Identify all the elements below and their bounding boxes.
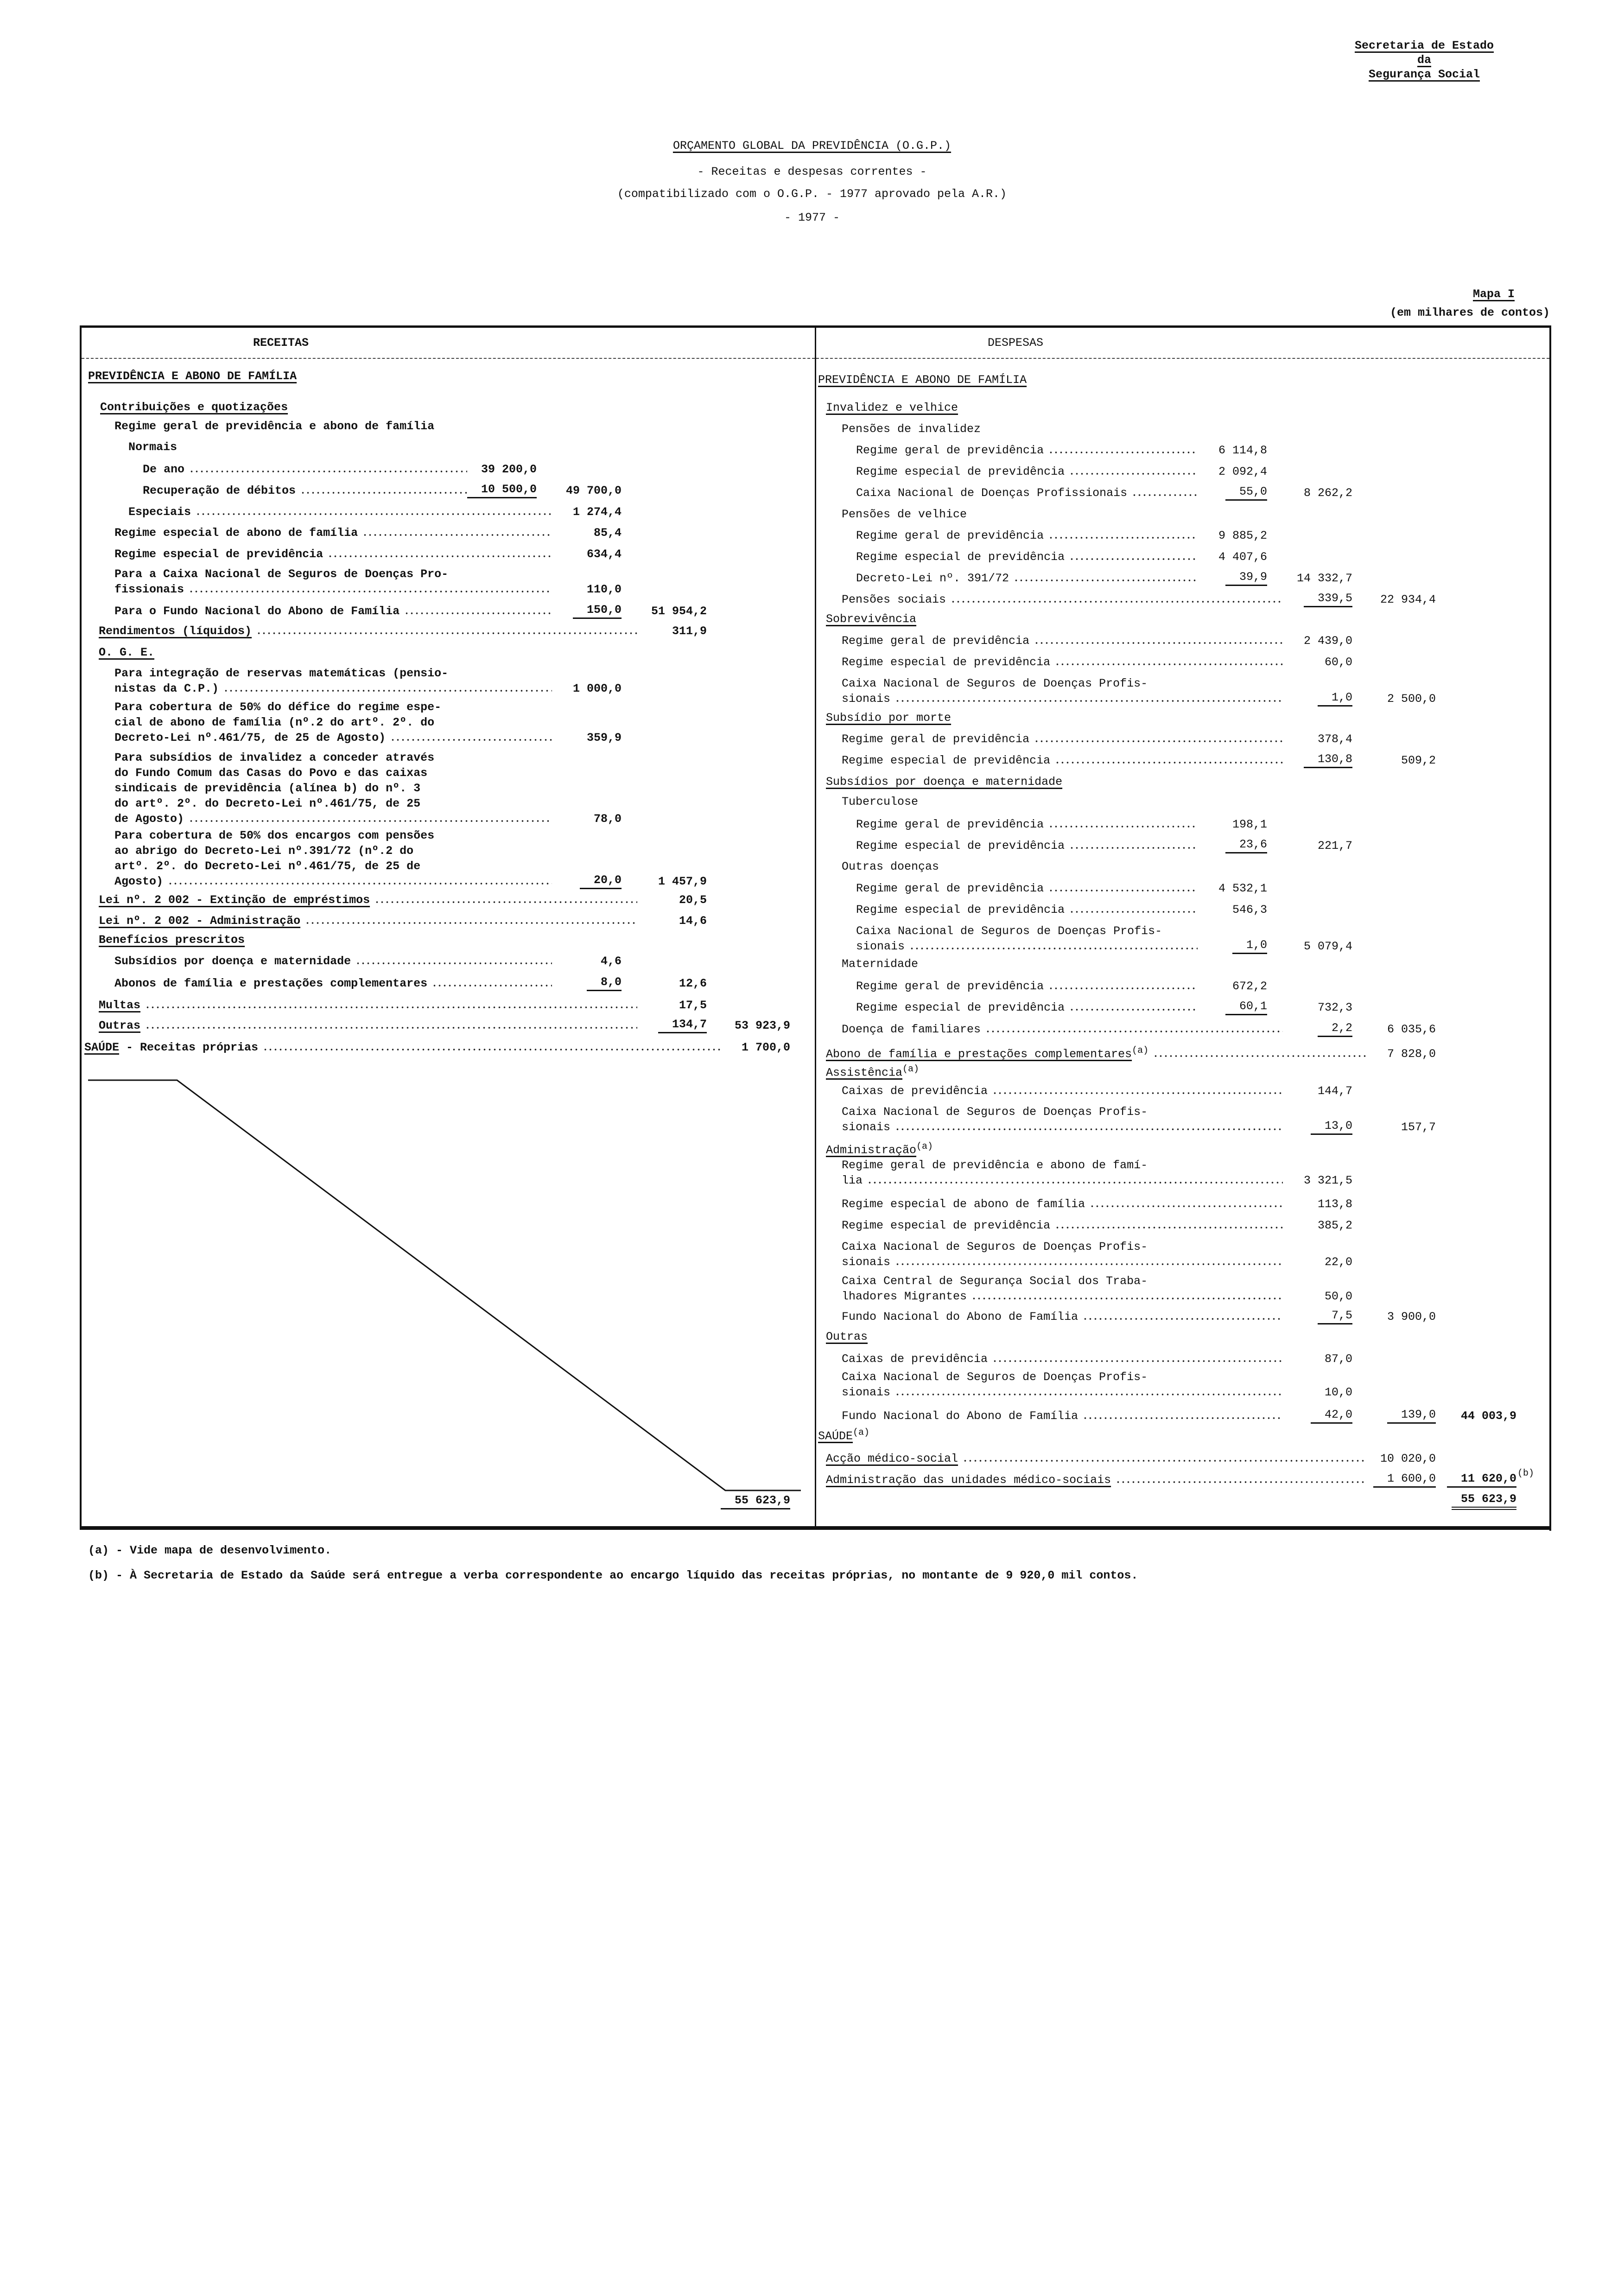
row-label-text: Regime especial de previdência: [856, 903, 1065, 917]
amount-cell: 359,9: [587, 731, 622, 745]
row-label-text: Contribuições e quotizações: [100, 401, 288, 414]
row-label-text: Outras: [99, 1019, 141, 1032]
amount-cell: 20,0: [580, 872, 622, 889]
row-label-text: Fundo Nacional do Abono de Família: [842, 1409, 1078, 1423]
amount-cell: 6 114,8: [1218, 444, 1268, 457]
amount-cell: 130,8: [1304, 751, 1352, 768]
row-label-text: Lei nº. 2 002 - Administração: [99, 914, 301, 928]
row-label-text: Administração das unidades médico-sociais: [826, 1473, 1111, 1487]
row-label-text: Doença de familiares: [842, 1023, 981, 1036]
amount-cell: 85,4: [594, 526, 622, 540]
row-label-text: Regime geral de previdência: [842, 634, 1030, 648]
document-title: ORÇAMENTO GLOBAL DA PREVIDÊNCIA (O.G.P.): [672, 139, 952, 153]
amount-cell: 10 020,0: [1380, 1452, 1436, 1465]
row-label-text: Regime especial de previdência: [856, 465, 1065, 478]
row-label-text: Regime especial de previdência: [856, 550, 1065, 564]
amount-cell: 17,5: [679, 999, 707, 1012]
row-label-text: Regime geral de previdência: [856, 529, 1044, 542]
row-label-text: Abono de família e prestações complementares: [826, 1047, 1132, 1061]
amount-cell: 732,3: [1318, 1001, 1353, 1014]
row-label-text: Assistência: [826, 1066, 903, 1080]
row-label-text: Benefícios prescritos: [99, 933, 245, 947]
units-label: (em milhares de contos): [1389, 306, 1550, 319]
row-label-text: Subsídios por doença e maternidade: [826, 775, 1063, 789]
row-label-text: Especiais: [128, 505, 191, 519]
row-label-text: Rendimentos (líquidos): [99, 624, 252, 638]
row-label-text: Outras doenças: [842, 860, 939, 873]
row-label-text: Pensões sociais: [842, 593, 946, 606]
row-label-text: Lei nº. 2 002 - Extinção de empréstimos: [99, 893, 370, 907]
row-label-text: De ano: [143, 463, 185, 476]
row-label-text: Regime especial de previdência: [856, 1001, 1065, 1014]
row-label-text: SAÚDE: [818, 1429, 853, 1443]
row-label-text: Caixa Nacional de Seguros de Doenças Profis- sionais: [842, 1370, 1148, 1399]
amount-cell: 110,0: [587, 583, 622, 596]
row-label-text: Acção médico-social: [826, 1452, 958, 1465]
row-label-text: Regime geral de previdência: [856, 980, 1044, 993]
amount-cell: 22,0: [1325, 1255, 1353, 1269]
amount-cell: 546,3: [1232, 903, 1268, 917]
row-label-text: Regime geral de previdência e abono de famí- lia: [842, 1159, 1148, 1187]
amount-cell: 60,1: [1225, 999, 1267, 1015]
row-label-text: O. G. E.: [99, 646, 155, 659]
amount-cell: 4 532,1: [1218, 882, 1268, 895]
amount-cell: 14,6: [679, 914, 707, 928]
agency-line-3: Segurança Social: [1368, 68, 1480, 81]
row-label-text: Caixas de previdência: [842, 1084, 988, 1098]
row-label-text: Regime especial de previdência: [842, 754, 1051, 767]
footnote-b: (b) - À Secretaria de Estado da Saúde será entregue a verba correspondente ao encargo líquido das receitas próprias, no montante de 9 920,0 mil contos.: [88, 1569, 1138, 1582]
amount-cell: 1 457,9: [658, 875, 707, 888]
footnote-ref: (a): [916, 1141, 933, 1152]
row-label-text: Subsídio por morte: [826, 711, 952, 725]
amount-cell: 51 954,2: [651, 605, 707, 618]
amount-cell: 113,8: [1318, 1197, 1353, 1211]
amount-cell: 13,0: [1311, 1118, 1352, 1135]
amount-cell: 5 079,4: [1304, 940, 1353, 953]
row-label-text: Regime geral de previdência: [856, 882, 1044, 895]
despesas-header: DESPESAS: [987, 336, 1044, 350]
amount-cell: 53 923,9: [735, 1019, 791, 1032]
row-label-text: Regime geral de previdência: [856, 818, 1044, 831]
amount-cell: 60,0: [1325, 656, 1353, 669]
receitas-header: RECEITAS: [253, 336, 309, 350]
agency-line-1: Secretaria de Estado: [1354, 39, 1494, 52]
row-label-text: Regime geral de previdência: [842, 732, 1030, 746]
row-label-text: Pensões de velhice: [842, 508, 967, 521]
row-label-text: Caixa Nacional de Doenças Profissionais: [856, 486, 1128, 500]
amount-cell: 1,0: [1318, 690, 1352, 707]
amount-cell: 7,5: [1318, 1308, 1352, 1324]
footnote-a: (a) - Vide mapa de desenvolvimento.: [88, 1544, 332, 1557]
amount-cell: 1 700,0: [742, 1041, 791, 1054]
amount-cell: 157,7: [1401, 1121, 1436, 1134]
amount-cell: 39 200,0: [481, 463, 537, 476]
row-label-text: Abonos de família e prestações complementares: [114, 977, 428, 990]
amount-cell: 4 407,6: [1218, 550, 1268, 564]
row-label-text: Para subsídios de invalidez a conceder através do Fundo Comum das Casas do Povo e das caixas sindicais de previdência (alínea b) do nº. 3 do artº. 2º. do Decreto-Lei nº.461/75, de 25 de Agosto): [114, 751, 435, 826]
amount-cell: 4,6: [601, 955, 622, 968]
row-label-text: Administração: [826, 1143, 917, 1157]
amount-cell: 55 623,9: [721, 1493, 790, 1509]
row-label-text: Invalidez e velhice: [826, 401, 958, 414]
row-label-text: PREVIDÊNCIA E ABONO DE FAMÍLIA: [88, 369, 297, 383]
amount-cell: 634,4: [587, 548, 622, 561]
row-label-text: Regime especial de previdência: [856, 839, 1065, 853]
amount-cell: 55,0: [1225, 484, 1267, 501]
row-label-text: Regime geral de previdência: [856, 444, 1044, 457]
amount-cell: 6 035,6: [1387, 1023, 1436, 1036]
row-label-text: Para integração de reservas matemáticas (pensio- nistas da C.P.): [114, 667, 449, 695]
amount-cell: 139,0: [1387, 1407, 1436, 1424]
footnote-ref: (a): [902, 1064, 920, 1075]
amount-cell: 1 600,0: [1373, 1471, 1436, 1488]
footnote-ref: (a): [853, 1427, 870, 1438]
amount-cell: 12,6: [679, 977, 707, 990]
row-label-text: Para cobertura de 50% do défice do regime espe- cial de abono de família (nº.2 do artº. 2º. do Decreto-Lei nº.461/75, de 25 de Agosto): [114, 700, 442, 745]
amount-cell: 42,0: [1311, 1407, 1352, 1424]
row-label-text: Regime geral de previdência e abono de família: [114, 420, 435, 433]
row-label-text: Multas: [99, 999, 141, 1012]
row-label-text: Caixa Nacional de Seguros de Doenças Profis- sionais: [842, 1240, 1148, 1269]
row-label-text: Maternidade: [842, 957, 919, 971]
amount-cell: 23,6: [1225, 837, 1267, 853]
row-label-text: Fundo Nacional do Abono de Família: [842, 1310, 1078, 1324]
row-label-text: Para cobertura de 50% dos encargos com pensões ao abrigo do Decreto-Lei nº.391/72 (nº.2 do artº. 2º. do Decreto-Lei nº.461/75, de 25 de Agosto): [114, 829, 435, 888]
amount-cell: 2,2: [1318, 1020, 1352, 1037]
row-label-text: Caixas de previdência: [842, 1352, 988, 1366]
row-label-text: Para o Fundo Nacional do Abono de Família: [114, 605, 400, 618]
row-label-text: PREVIDÊNCIA E ABONO DE FAMÍLIA: [818, 373, 1027, 387]
amount-cell: 87,0: [1325, 1352, 1353, 1366]
amount-cell: 144,7: [1318, 1084, 1353, 1098]
row-label-text: Recuperação de débitos: [143, 484, 296, 497]
amount-cell: 49 700,0: [566, 484, 622, 497]
amount-cell: 339,5: [1304, 591, 1352, 607]
amount-cell: 2 439,0: [1304, 634, 1353, 648]
row-label-text: Para a Caixa Nacional de Seguros de Doenças Pro- fissionais: [114, 567, 449, 596]
amount-cell: 44 003,9: [1461, 1409, 1517, 1423]
amount-cell: 672,2: [1232, 980, 1268, 993]
footnote-ref: (b): [1517, 1468, 1535, 1479]
amount-cell: 8,0: [587, 974, 622, 991]
document-year: - 1977 -: [784, 211, 840, 224]
row-label-text: Regime especial de abono de família: [114, 526, 358, 540]
amount-cell: 2 500,0: [1387, 692, 1436, 706]
amount-cell: 10 500,0: [467, 482, 537, 498]
amount-cell: 1,0: [1232, 937, 1267, 954]
amount-cell: 378,4: [1318, 732, 1353, 746]
row-label-text: Normais: [128, 440, 178, 454]
row-label-text: Decreto-Lei nº. 391/72: [856, 572, 1009, 585]
amount-cell: 55 623,9: [1452, 1491, 1516, 1510]
amount-cell: 22 934,4: [1380, 593, 1436, 606]
amount-cell: 9 885,2: [1218, 529, 1268, 542]
row-label-rest: - Receitas próprias: [119, 1041, 259, 1054]
cancellation-stroke: [88, 1080, 801, 1490]
row-label-text: Regime especial de previdência: [114, 548, 324, 561]
row-label-text: Regime especial de previdência: [842, 656, 1051, 669]
amount-cell: 11 620,0: [1447, 1471, 1516, 1488]
amount-cell: 39,9: [1225, 569, 1267, 586]
row-label-text: Sobrevivência: [826, 612, 917, 626]
amount-cell: 198,1: [1232, 818, 1268, 831]
document-subtitle: - Receitas e despesas correntes -: [697, 165, 927, 178]
amount-cell: 1 274,4: [573, 505, 622, 519]
row-label-text: Regime especial de abono de família: [842, 1197, 1085, 1211]
agency-line-2: da: [1417, 53, 1431, 67]
row-label-text: Pensões de invalidez: [842, 422, 981, 436]
map-label: Mapa I: [1472, 287, 1515, 301]
amount-cell: 3 900,0: [1387, 1310, 1436, 1324]
amount-cell: 10,0: [1325, 1386, 1353, 1399]
row-label-text: Tuberculose: [842, 795, 919, 809]
row-label-text: SAÚDE: [84, 1041, 120, 1054]
document-subtitle-note: (compatibilizado com o O.G.P. - 1977 aprovado pela A.R.): [617, 187, 1007, 201]
amount-cell: 14 332,7: [1297, 572, 1353, 585]
amount-cell: 3 321,5: [1304, 1174, 1353, 1187]
amount-cell: 385,2: [1318, 1219, 1353, 1232]
amount-cell: 150,0: [573, 602, 622, 619]
amount-cell: 221,7: [1318, 839, 1353, 853]
row-label-text: Caixa Nacional de Seguros de Doenças Profis- sionais: [842, 677, 1148, 706]
amount-cell: 311,9: [672, 624, 707, 638]
row-label-text: Caixa Nacional de Seguros de Doenças Profis- sionais: [856, 924, 1162, 953]
row-label-text: Outras: [826, 1330, 868, 1343]
amount-cell: 20,5: [679, 893, 707, 907]
amount-cell: 8 262,2: [1304, 486, 1353, 500]
footnote-ref: (a): [1132, 1045, 1149, 1056]
amount-cell: 2 092,4: [1218, 465, 1268, 478]
amount-cell: 78,0: [594, 812, 622, 826]
row-label-text: Subsídios por doença e maternidade: [114, 955, 351, 968]
amount-cell: 509,2: [1401, 754, 1436, 767]
amount-cell: 7 828,0: [1387, 1047, 1436, 1061]
amount-cell: 1 000,0: [573, 682, 622, 695]
amount-cell: 134,7: [658, 1017, 707, 1033]
row-label-text: Regime especial de previdência: [842, 1219, 1051, 1232]
row-label-text: Caixa Central de Segurança Social dos Traba- lhadores Migrantes: [842, 1274, 1148, 1303]
amount-cell: 50,0: [1325, 1290, 1353, 1303]
row-label-text: Caixa Nacional de Seguros de Doenças Profis- sionais: [842, 1105, 1148, 1134]
